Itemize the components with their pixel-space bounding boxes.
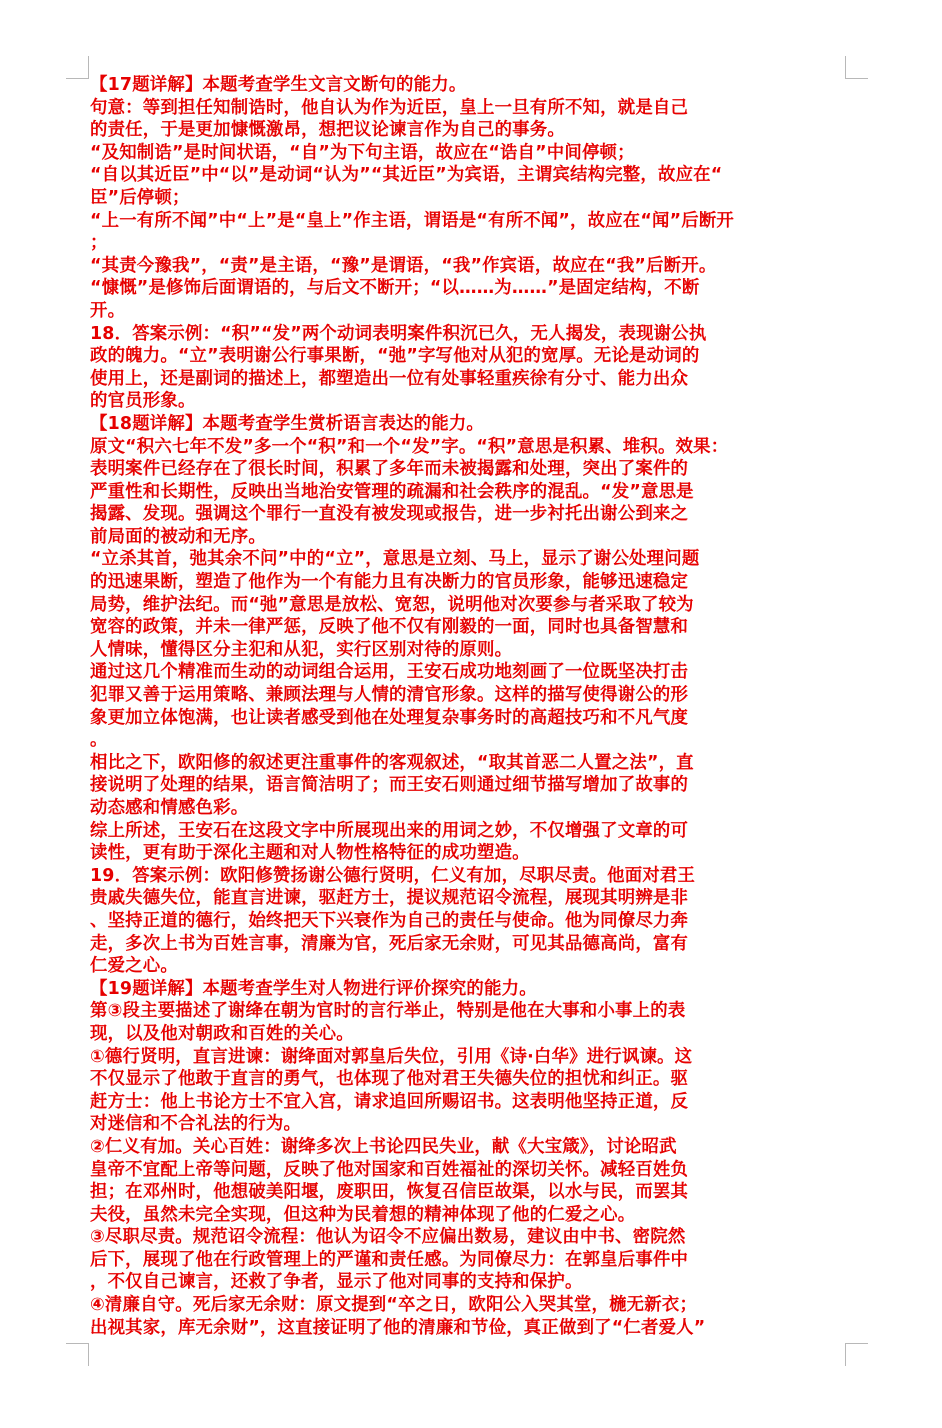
text-line: 夫役，虽然未完全实现，但这种为民着想的精神体现了他的仁爱之心。 [90,1204,636,1225]
text-line: 严重性和长期性，反映出当地治安管理的疏漏和社会秩序的混乱。“发”意思是 [90,481,694,502]
text-line: ②仁义有加。关心百姓：谢绛多次上书论四民失业，献《大宝箴》，讨论昭武 [90,1136,677,1157]
text-line: 的迅速果断，塑造了他作为一个有能力且有决断力的官员形象，能够迅速稳定 [90,572,689,593]
text-line: “立杀其首，弛其余不问”中的“立”，意思是立刻、马上，显示了谢公处理问题 [90,549,700,570]
text-line: 赶方士：他上书论方士不宜入宫，请求追回所赐诏书。这表明他坚持正道，反 [90,1091,689,1112]
text-line: 犯罪又善于运用策略、兼顾法理与人情的清官形象。这样的描写使得谢公的形 [90,685,689,706]
text-line: 臣”后停顿； [90,187,190,208]
text-line: “上一有所不闻”中“上”是“皇上”作主语，谓语是“有所不闻”，故应在“闻”后断开 [90,210,735,231]
text-line: ④清廉自守。死后家无余财：原文提到“卒之日，欧阳公入哭其堂，椸无新衣； [90,1295,698,1316]
text-line: 读性，更有助于深化主题和对人物性格特征的成功塑造。 [90,843,530,864]
text-line: 宽容的政策，并未一律严惩，反映了他不仅有刚毅的一面，同时也具备智慧和 [90,617,689,638]
text-line: 仁爱之心。 [90,956,178,977]
text-line: 19．答案示例：欧阳修赞扬谢公德行贤明，仁义有加，尽职尽责。他面对君王 [90,865,696,886]
text-line: 动态感和情感色彩。 [90,798,249,818]
crop-mark-bottom-right [845,1343,868,1366]
text-line: 出视其家，库无余财”，这直接证明了他的清廉和节俭，真正做到了“仁者爱人” [90,1317,706,1338]
text-line: 走，多次上书为百姓言事，清廉为官，死后家无余财，可见其品德高尚，富有 [90,933,689,954]
text-line: 局势，维护法纪。而“弛”意思是放松、宽恕，说明他对次要参与者采取了较为 [90,594,694,615]
text-line: “及知制诰”是时间状语，“自”为下句主语，故应在“诰自”中间停顿； [90,142,635,163]
text-line: 开。 [90,300,126,321]
text-line: 。 [90,730,108,751]
text-line: ，不仅自己谏言，还救了争者，显示了他对同事的支持和保护。 [90,1272,583,1293]
text-line: 第③段主要描述了谢绛在朝为官时的言行举止，特别是他在大事和小事上的表 [90,1001,686,1022]
text-line: “自以其近臣”中“以”是动词“认为”“其近臣”为宾语，主谓宾结构完整，故应在“ [90,165,723,186]
text-line: 政的魄力。“立”表明谢公行事果断，“弛”字写他对从犯的宽厚。无论是动词的 [90,346,700,367]
text-line: 皇帝不宜配上帝等问题，反映了他对国家和百姓福祉的深切关怀。减轻百姓负 [90,1159,689,1180]
text-line: 后下，展现了他在行政管理上的严谨和责任感。为同僚尽力：在郭皇后事件中 [90,1249,689,1270]
text-line: ①德行贤明，直言进谏：谢绛面对郭皇后失位，引用《诗·白华》进行讽谏。这 [90,1046,693,1067]
text-line: “慷慨”是修饰后面谓语的，与后文不断开；“以……为……”是固定结构，不断 [90,278,700,299]
text-line: 不仅显示了他敢于直言的勇气，也体现了他对君王失德失位的担忧和纠正。驱 [90,1069,689,1090]
text-line: 的官员形象。 [90,391,196,412]
text-line: 前局面的被动和无序。 [90,526,266,547]
text-line: 现，以及他对朝政和百姓的关心。 [90,1023,354,1044]
text-line: 象更加立体饱满，也让读者感受到他在处理复杂事务时的高超技巧和不凡气度 [90,707,689,728]
text-line: 、坚持正道的德行，始终把天下兴衰作为自己的责任与使命。他为同僚尽力奔 [90,910,689,931]
text-line: 通过这几个精准而生动的动词组合运用，王安石成功地刻画了一位既坚决打击 [90,662,689,683]
text-line: 揭露、发现。强调这个罪行一直没有被发现或报告，进一步衬托出谢公到来之 [90,504,689,525]
text-line: 担；在邓州时，他想破美阳堰，废职田，恢复召信臣故渠，以水与民，而罢其 [90,1182,689,1203]
crop-mark-top-right [845,56,868,79]
text-line: 【18题详解】本题考查学生赏析语言表达的能力。 [90,413,485,434]
crop-mark-bottom-left [66,1343,89,1366]
crop-mark-top-left [66,56,89,79]
text-line: 使用上，还是副词的描述上，都塑造出一位有处事轻重疾徐有分寸、能力出众 [90,368,689,389]
text-line: 表明案件已经存在了很长时间，积累了多年而未被揭露和处理，突出了案件的 [90,459,689,480]
answer-explanation-text [90,74,842,1339]
text-line: 原文“积六七年不发”多一个“积”和一个“发”字。“积”意思是积累、堆积。效果： [90,436,729,457]
text-line: ； [90,233,108,254]
text-line: 对迷信和不合礼法的行为。 [90,1114,302,1135]
text-line: 的责任，于是更加慷慨激昂，想把议论谏言作为自己的事务。 [90,120,565,141]
text-line: 句意：等到担任知制诰时，他自认为作为近臣，皇上一旦有所不知，就是自己 [90,97,689,118]
text-line: 综上所述，王安石在这段文字中所展现出来的用词之妙，不仅增强了文章的可 [90,820,689,841]
text-line: 【19题详解】本题考查学生对人物进行评价探究的能力。 [90,978,537,999]
text-line: 接说明了处理的结果，语言简洁明了；而王安石则通过细节描写增加了故事的 [90,775,689,796]
text-line: 相比之下，欧阳修的叙述更注重事件的客观叙述，“取其首恶二人置之法”，直 [90,752,694,773]
text-line: 【17题详解】本题考查学生文言文断句的能力。 [90,75,467,95]
text-line: “其责今豫我”，“责”是主语，“豫”是谓语，“我”作宾语，故应在“我”后断开。 [90,255,717,276]
text-line: ③尽职尽责。规范诏令流程：他认为诏令不应偏出数易，建议由中书、密院然 [90,1227,686,1248]
text-line: 人情味，懂得区分主犯和从犯，实行区别对待的原则。 [90,639,513,660]
text-line: 贵戚失德失位，能直言进谏，驱赶方士，提议规范诏令流程，展现其明辨是非 [90,888,689,909]
text-line: 18．答案示例：“积”“发”两个动词表明案件积沉已久，无人揭发，表现谢公执 [90,323,707,344]
